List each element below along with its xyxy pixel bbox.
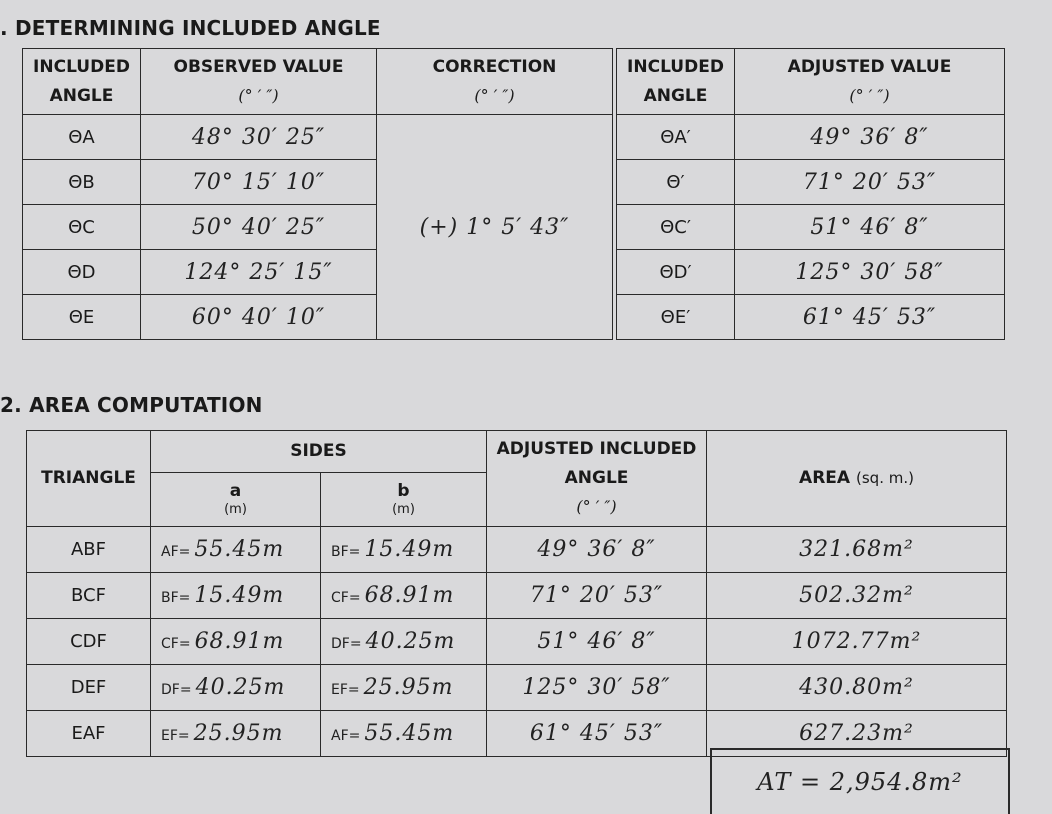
header-adjusted-unit: (° ′ ″) [849,85,890,105]
side-a-abf [151,527,321,573]
observed-value-a: 48° 30′ 25″ [141,115,377,160]
side-b-abf [321,527,487,573]
side-b-value: 15.49m [364,537,455,562]
side-a-value: 55.45m [194,537,285,562]
header-side-b-label: b [397,481,410,501]
header-adjusted-value [735,49,1005,115]
header-observed-value [141,49,377,115]
adjusted-angle-label-b: Θ′ [617,160,735,205]
total-area-box [710,748,1010,814]
area-computation-table [26,430,1007,757]
header-area [707,431,1007,527]
side-a-label: DF= [161,682,192,698]
angle-label-b: ΘB [23,160,141,205]
angle-abf: 49° 36′ 8″ [487,527,707,573]
adjusted-value-a: 49° 36′ 8″ [735,115,1005,160]
header-area-label: AREA [799,468,851,489]
angle-label-a: ΘA [23,115,141,160]
adjusted-angle-label-a: ΘA′ [617,115,735,160]
side-a-value: 15.49m [194,583,285,608]
adjusted-angle-label-d: ΘD′ [617,250,735,295]
side-b-value: 68.91m [364,583,455,608]
side-b-value: 55.45m [364,721,455,746]
adjusted-value-e: 61° 45′ 53″ [735,295,1005,340]
side-a-label: BF= [161,590,191,606]
header-sides: SIDES [151,431,487,473]
side-a-eaf [151,711,321,757]
observed-value-d: 124° 25′ 15″ [141,250,377,295]
side-a-def [151,665,321,711]
angle-label-e: ΘE [23,295,141,340]
section1-title: . DETERMINING INCLUDED ANGLE [0,16,381,40]
angle-def: 125° 30′ 58″ [487,665,707,711]
total-area-value: AT = 2,954.8m² [757,768,963,796]
angle-label-d: ΘD [23,250,141,295]
header-triangle: TRIANGLE [27,431,151,527]
side-b-label: AF= [331,728,361,744]
header-correction-label: CORRECTION [432,56,557,77]
adjusted-angle-label-c: ΘC′ [617,205,735,250]
header-observed-value-label: OBSERVED VALUE [173,56,344,77]
side-b-value: 40.25m [365,629,456,654]
angle-cdf: 51° 46′ 8″ [487,619,707,665]
side-a-label: EF= [161,728,190,744]
side-a-bcf [151,573,321,619]
triangle-name-abf: ABF [27,527,151,573]
header-observed-unit: (° ′ ″) [238,85,279,105]
adjusted-value-b: 71° 20′ 53″ [735,160,1005,205]
triangle-name-bcf: BCF [27,573,151,619]
side-b-label: EF= [331,682,360,698]
included-angle-table [22,48,1005,340]
angle-eaf: 61° 45′ 53″ [487,711,707,757]
adjusted-value-d: 125° 30′ 58″ [735,250,1005,295]
header-side-a-unit: (m) [224,502,247,518]
side-b-eaf [321,711,487,757]
side-b-label: BF= [331,544,361,560]
side-b-label: CF= [331,590,361,606]
triangle-name-def: DEF [27,665,151,711]
area-eaf: 627.23m² [707,711,1007,757]
side-b-value: 25.95m [363,675,454,700]
adjusted-angle-label-e: ΘE′ [617,295,735,340]
header-side-a [151,473,321,527]
section2-title: 2. AREA COMPUTATION [0,393,263,417]
correction-value: (+) 1° 5′ 43″ [377,115,613,340]
triangle-name-cdf: CDF [27,619,151,665]
angle-bcf: 71° 20′ 53″ [487,573,707,619]
header-side-b-unit: (m) [392,502,415,518]
side-b-def [321,665,487,711]
header-adjusted-included-angle [487,431,707,527]
side-a-value: 68.91m [194,629,285,654]
angle-label-c: ΘC [23,205,141,250]
side-a-label: CF= [161,636,191,652]
side-a-value: 25.95m [193,721,284,746]
header-included-angle-adjusted: INCLUDED ANGLE [617,49,735,115]
header-side-b [321,473,487,527]
triangle-name-eaf: EAF [27,711,151,757]
header-adjusted-angle-unit: (° ′ ″) [576,496,617,516]
header-side-a-label: a [229,481,242,501]
area-def: 430.80m² [707,665,1007,711]
observed-value-e: 60° 40′ 10″ [141,295,377,340]
side-a-cdf [151,619,321,665]
side-a-label: AF= [161,544,191,560]
side-b-cdf [321,619,487,665]
side-b-label: DF= [331,636,362,652]
side-a-value: 40.25m [195,675,286,700]
header-area-unit: (sq. m.) [856,469,914,488]
area-bcf: 502.32m² [707,573,1007,619]
header-included-angle: INCLUDED ANGLE [23,49,141,115]
area-cdf: 1072.77m² [707,619,1007,665]
header-correction [377,49,613,115]
header-adjusted-angle-label: ADJUSTED INCLUDED ANGLE [496,439,697,489]
side-b-bcf [321,573,487,619]
adjusted-value-c: 51° 46′ 8″ [735,205,1005,250]
area-abf: 321.68m² [707,527,1007,573]
observed-value-b: 70° 15′ 10″ [141,160,377,205]
observed-value-c: 50° 40′ 25″ [141,205,377,250]
header-correction-unit: (° ′ ″) [474,85,515,105]
header-adjusted-value-label: ADJUSTED VALUE [787,56,952,77]
